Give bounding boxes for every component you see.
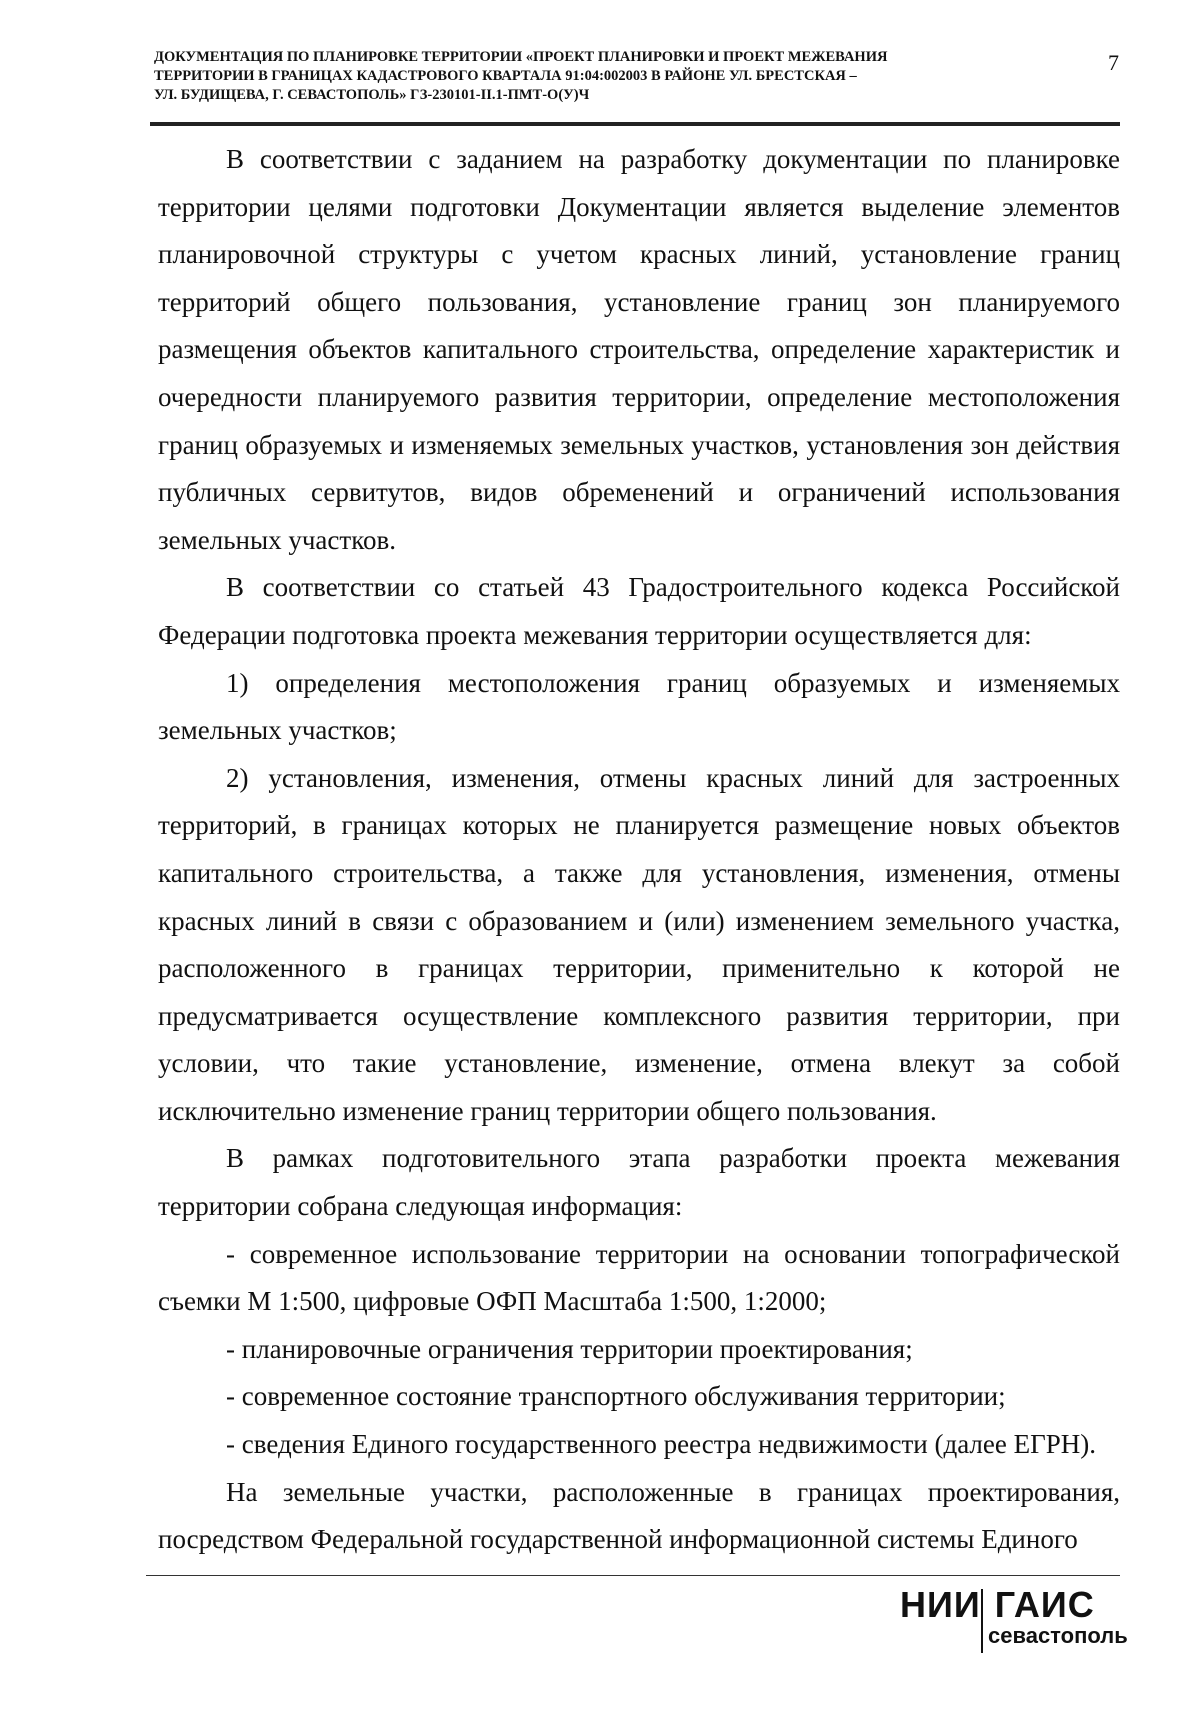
paragraph-preparation: В рамках подготовительного этапа разработки проекта межевания территории собрана следующая информация: [158, 1143, 1120, 1222]
info-item-survey: - современное использование территории на основании топографической съемки М 1:500, цифровые ОФП Масштаба 1:500, 1:2000; [158, 1238, 1120, 1317]
list-item-1: 1) определения местоположения границ образуемых и изменяемых земельных участков; [158, 667, 1120, 746]
page-number: 7 [1108, 50, 1119, 75]
header-line-2: ТЕРРИТОРИИ В ГРАНИЦАХ КАДАСТРОВОГО КВАРТАЛА 91:04:002003 В РАЙОНЕ УЛ. БРЕСТСКАЯ – [154, 68, 857, 84]
list-item-2: 2) установления, изменения, отмены красных линий для застроенных территорий, в границах которых не планируется размещение новых объектов капитального строительства, а также для установления, изменения, отмены красных линий в связи с образованием и (или) изменением земельного участка, расположенного в границах территории, применительно к которой не предусматривается осуществление комплексного развития территории, при условии, что такие установление, изменение, отмена влекут за собой исключительно изменение границ территории общего пользования. [158, 762, 1120, 1126]
niigais-logo [900, 1585, 1140, 1665]
logo-right-text: ГАИС [994, 1584, 1095, 1625]
logo-left-text: НИИ [900, 1584, 981, 1625]
paragraph-land-plots: На земельные участки, расположенные в границах проектирования, посредством Федеральной государственной информационной системы Единого [158, 1476, 1120, 1555]
logo-separator [981, 1589, 983, 1653]
logo-wordmark [900, 1585, 1095, 1625]
header-line-3: УЛ. БУДИЩЕВА, Г. СЕВАСТОПОЛЬ» ГЗ-230101-II.1-ПМТ-О(У)Ч [154, 87, 590, 103]
paragraph-article-43: В соответствии со статьей 43 Градостроительного кодекса Российской Федерации подготовка проекта межевания территории осуществляется для: [158, 572, 1120, 650]
info-item-transport: - современное состояние транспортного обслуживания территории; [226, 1381, 1006, 1412]
document-header [154, 48, 1054, 105]
header-divider [150, 122, 1120, 126]
info-item-restrictions: - планировочные ограничения территории проектирования; [226, 1333, 913, 1364]
header-line-1: ДОКУМЕНТАЦИЯ ПО ПЛАНИРОВКЕ ТЕРРИТОРИИ «ПРОЕКТ ПЛАНИРОВКИ И ПРОЕКТ МЕЖЕВАНИЯ [154, 49, 888, 65]
document-body [158, 136, 1120, 1564]
footer-divider [146, 1575, 1120, 1576]
logo-city: севастополь [988, 1623, 1128, 1648]
info-item-egrn: - сведения Единого государственного реестра недвижимости (далее ЕГРН). [226, 1429, 1096, 1460]
paragraph-goals: В соответствии с заданием на разработку документации по планировке территории целями подготовки Документации является выделение элементов планировочной структуры с учетом красных линий, установление границ территорий общего пользования, установление границ зон планируемого размещения объектов капитального строительства, определение характеристик и очередности планируемого развития территории, определение местоположения границ образуемых и изменяемых земельных участков, установления зон действия публичных сервитутов, видов обременений и ограничений использования земельных участков. [158, 144, 1120, 555]
